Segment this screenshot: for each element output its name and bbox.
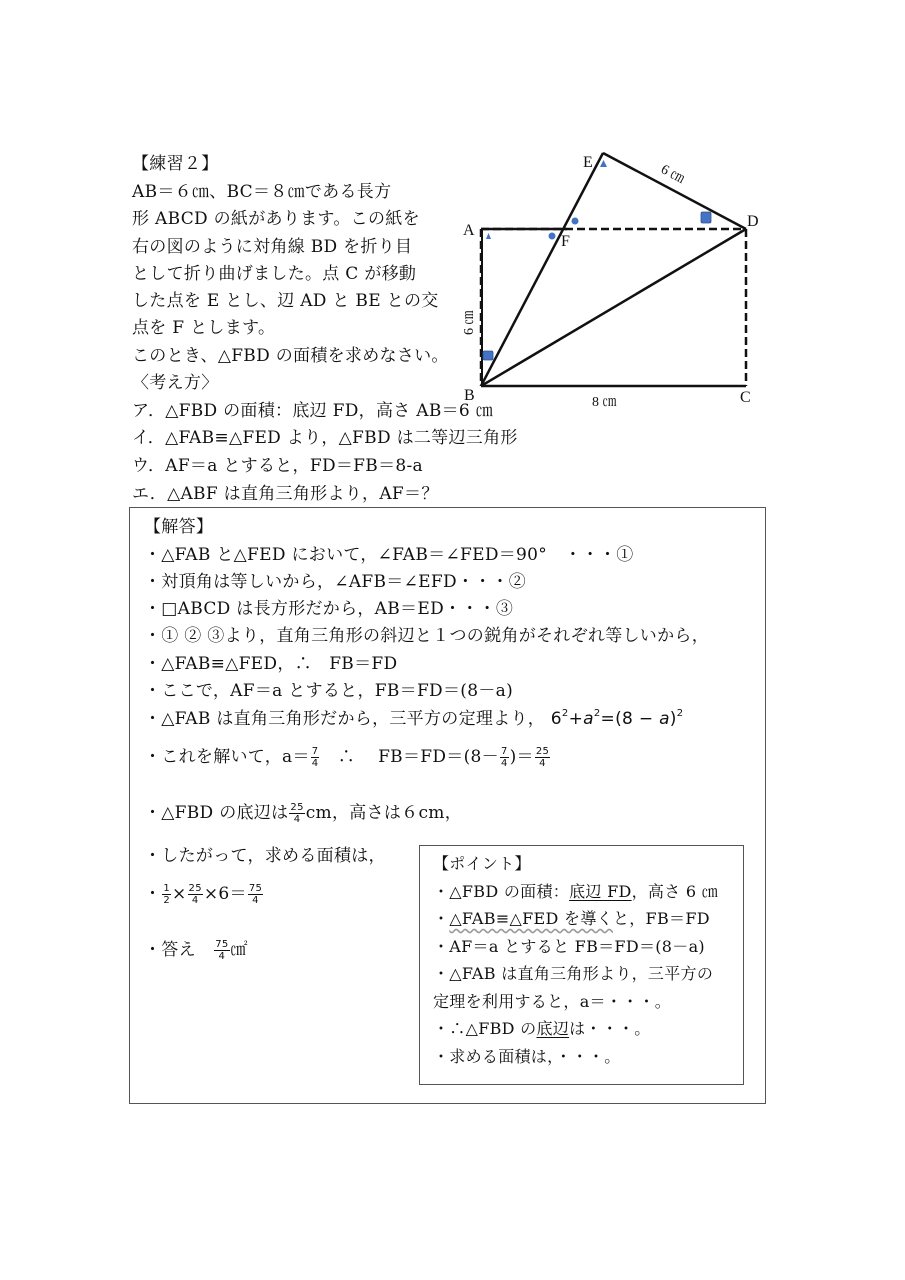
fraction: $\frac{25}{4}$	[188, 883, 202, 906]
angle-marker-triangle-icon	[600, 160, 607, 167]
label-f: F	[561, 233, 570, 250]
fraction: $\frac{75}{4}$	[248, 883, 263, 906]
answer-line-base: ・△FBD の底辺は $\frac{25}{4}$ cm，高さは６cm，	[144, 802, 463, 825]
answer-line: ・したがって，求める面積は，	[144, 846, 386, 866]
problem-line: した点を E とし、辺 AD と BE との交	[132, 291, 439, 311]
answer-line: ・□ABCD は長方形だから，AB＝ED・・・③	[144, 599, 514, 619]
answer-line-solve: ・これを解いて，a＝ $\frac{7}{4}$ ∴ FB＝FD＝(8－ $\frac{7}{4}$ )＝ $\frac{25}{4}$	[144, 746, 550, 769]
pythagoras-equation: $6^2+a^2=(8 - a)^2$	[550, 708, 684, 729]
point-item: ・求める面積は，・・・。	[433, 1047, 621, 1066]
point-heading: 【ポイント】	[433, 854, 531, 873]
answer-heading: 【解答】	[144, 517, 214, 537]
answer-final: ・答え $\frac{75}{4}$ ㎠	[144, 939, 248, 962]
answer-line: ・ここで，AF＝a とすると，FB＝FD＝(8－a)	[144, 681, 513, 701]
dim-ab: 6 ㎝	[462, 310, 477, 335]
fraction: $\frac{25}{4}$	[290, 802, 304, 825]
point-item: ・AF＝a とすると FB＝FD＝(8－a)	[433, 937, 705, 956]
hint-item: ウ．AF＝a とすると，FD＝FB＝8-a	[132, 456, 423, 476]
point-item: ・∴△FBD の底辺は・・・。	[433, 1019, 651, 1038]
fraction: $\frac{7}{4}$	[500, 746, 508, 769]
label-e: E	[583, 154, 593, 171]
problem-line: 右の図のように対角線 BD を折り目	[132, 237, 413, 257]
answer-line: ・対頂角は等しいから，∠AFB＝∠EFD・・・②	[144, 572, 527, 592]
fraction: $\frac{7}{4}$	[311, 746, 319, 769]
problem-line: として折り曲げました。点 C が移動	[132, 264, 417, 284]
edge-ed	[603, 153, 746, 229]
angle-marker-square-icon	[701, 212, 711, 223]
fraction: $\frac{75}{4}$	[215, 939, 229, 962]
answer-line: ・① ② ③より，直角三角形の斜辺と１つの鋭角がそれぞれ等しいから，	[144, 626, 710, 646]
angle-marker-square-icon	[483, 351, 493, 360]
point-item: 定理を利用すると，a＝・・・。	[433, 992, 672, 1011]
dim-bc: 8 ㎝	[592, 395, 617, 410]
label-d: D	[747, 213, 759, 230]
label-a: A	[463, 222, 475, 239]
angle-marker-triangle-icon	[486, 233, 491, 239]
hint-item: ア．△FBD の面積：底辺 FD，高さ AB＝6 ㎝	[132, 401, 494, 421]
fraction: $\frac{25}{4}$	[535, 746, 550, 769]
answer-line: ・△FAB と△FED において，∠FAB＝∠FED＝90° ・・・①	[144, 545, 634, 565]
hint-heading: 〈考え方〉	[132, 373, 219, 393]
geometry-figure	[0, 0, 905, 520]
point-item: ・△FAB≡△FED を導くと，FB＝FD	[433, 909, 710, 928]
problem-line: 形 ABCD の紙があります。この紙を	[132, 209, 420, 229]
problem-question: このとき、△FBD の面積を求めなさい。	[132, 346, 449, 366]
pythagoras-text: ・△FAB は直角三角形だから，三平方の定理より，	[144, 709, 546, 729]
problem-heading: 【練習２】	[132, 154, 219, 174]
fraction: $\frac{1}{2}$	[163, 883, 170, 906]
dim-ed: 6 ㎝	[658, 162, 687, 188]
answer-line: ・△FAB≡△FED，∴ FB＝FD	[144, 654, 398, 674]
answer-line-calc: ・ $\frac{1}{2}$ × $\frac{25}{4}$ ×6＝ $\frac{75}{4}$	[144, 883, 263, 906]
problem-line: 点を F とします。	[132, 318, 276, 338]
problem-line: AB＝６㎝、BC＝８㎝である長方	[132, 182, 392, 202]
hint-item: イ．△FAB≡△FED より，△FBD は二等辺三角形	[132, 428, 518, 448]
angle-marker-circle-icon	[572, 218, 579, 225]
angle-marker-circle-icon	[549, 233, 556, 240]
hint-item: エ．△ABF は直角三角形より，AF＝？	[132, 484, 439, 504]
answer-line-pythagoras	[144, 707, 683, 731]
label-c: C	[740, 389, 751, 406]
label-b: B	[464, 387, 475, 404]
point-item: ・△FAB は直角三角形より，三平方の	[433, 964, 714, 983]
point-item: ・△FBD の面積：底辺 FD，高さ 6 ㎝	[433, 882, 719, 901]
